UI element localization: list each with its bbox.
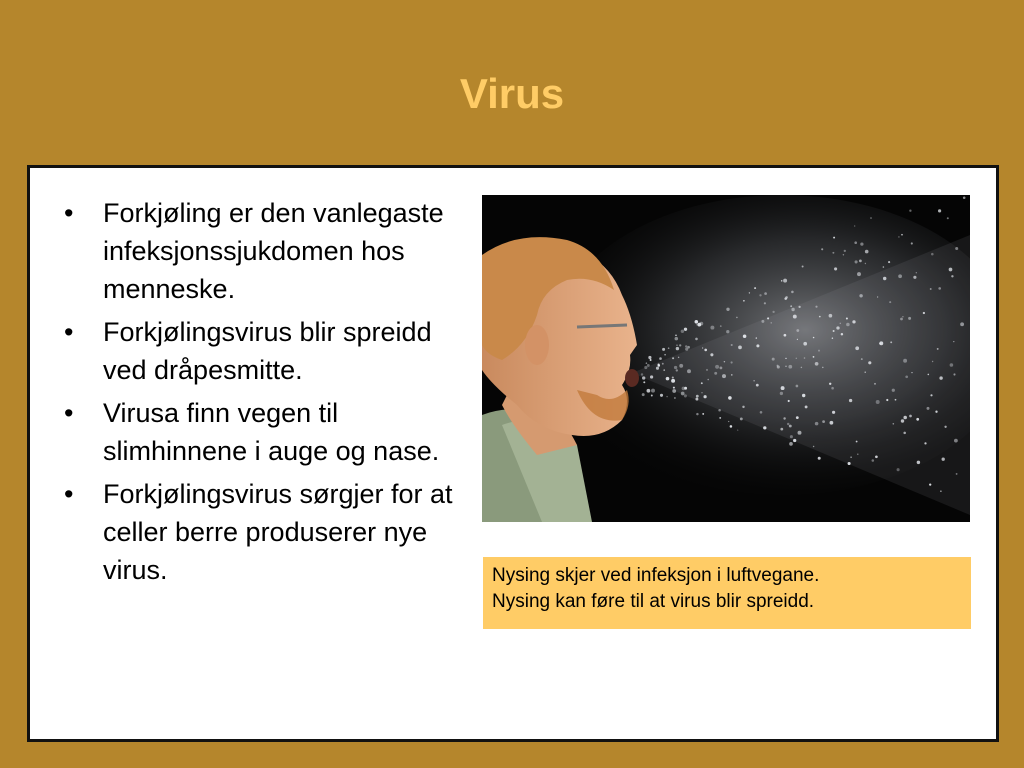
- bullet-marker: •: [64, 198, 74, 228]
- content-panel: [27, 165, 999, 742]
- caption-line-1: Nysing skjer ved infeksjon i luftvegane.: [492, 565, 820, 586]
- bullet-item: [64, 475, 454, 589]
- sneezing-man-photo: [482, 195, 970, 522]
- bullet-item: [64, 394, 454, 470]
- bullet-item: [64, 194, 454, 308]
- bullet-marker: •: [64, 398, 74, 428]
- photo-caption: [483, 557, 971, 629]
- sneeze-photo-illustration: [482, 195, 970, 522]
- bullet-marker: •: [64, 317, 74, 347]
- bullet-text: Forkjølingsvirus blir spreidd ved dråpesmitte.: [103, 317, 432, 385]
- slide-title: Virus: [459, 70, 565, 117]
- bullet-text: Forkjølingsvirus sørgjer for at celler berre produserer nye virus.: [103, 479, 453, 585]
- bullet-text: Forkjøling er den vanlegaste infeksjonssjukdomen hos menneske.: [103, 198, 444, 304]
- bullet-list: [64, 194, 454, 594]
- caption-line-2: Nysing kan føre til at virus blir spreidd.: [492, 591, 815, 612]
- bullet-marker: •: [64, 479, 74, 509]
- bullet-text: Virusa finn vegen til slimhinnene i auge og nase.: [103, 398, 440, 466]
- bullet-item: [64, 313, 454, 389]
